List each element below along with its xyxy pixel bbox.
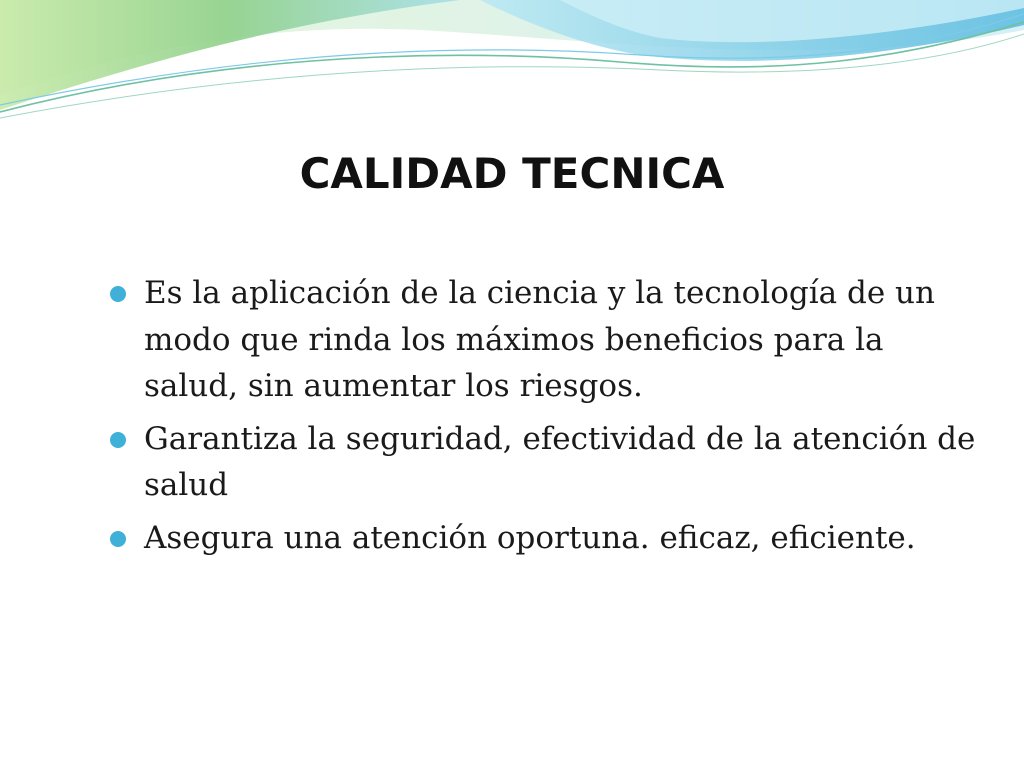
slide-title: CALIDAD TECNICA [299, 149, 725, 198]
list-item [108, 515, 978, 562]
bullet-text: Es la aplicación de la ciencia y la tecnología de un modo que rinda los máximos beneficios para la salud, sin aumentar los riesgos. [144, 275, 935, 404]
bullet-list [108, 270, 978, 567]
bullet-icon [110, 531, 126, 547]
header-wave-decoration [0, 0, 1024, 130]
bullet-icon [110, 286, 126, 302]
list-item [108, 270, 978, 410]
bullet-text: Asegura una atención oportuna. eficaz, eficiente. [144, 519, 916, 556]
list-item [108, 416, 978, 509]
bullet-icon [110, 432, 126, 448]
bullet-text: Garantiza la seguridad, efectividad de la atención de salud [144, 420, 976, 503]
